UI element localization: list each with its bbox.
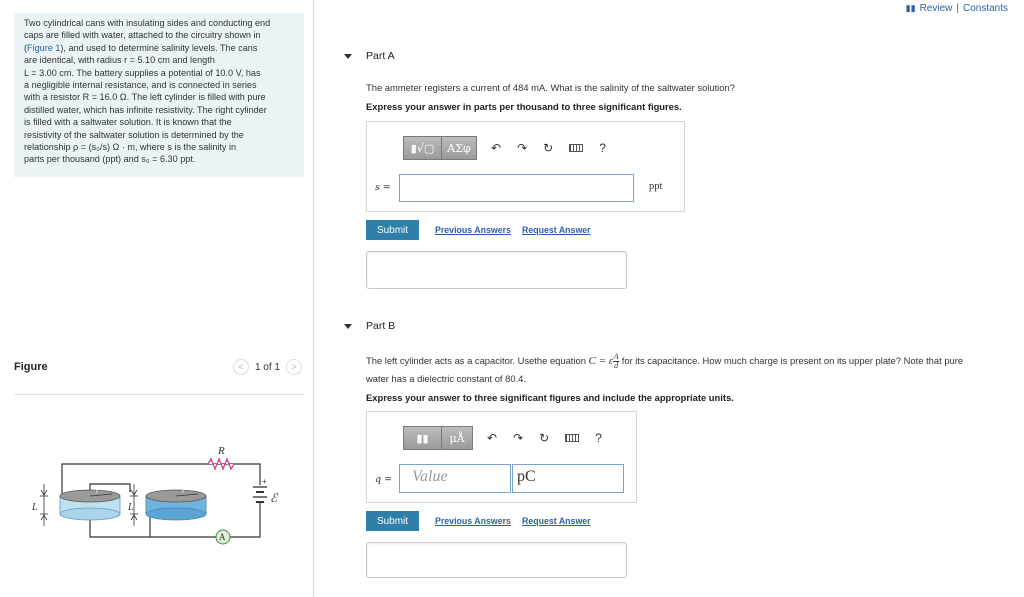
part-a-previous-answers-link[interactable]: Previous Answers: [435, 225, 511, 235]
left-column: [0, 0, 314, 597]
eq-numerator: A: [613, 352, 619, 362]
part-a-submit-button[interactable]: Submit: [366, 220, 419, 240]
help-icon[interactable]: ?: [599, 141, 606, 155]
figure-title: Figure: [14, 361, 48, 373]
resistor-label: R: [218, 445, 225, 457]
part-a-answer-box: [366, 121, 685, 212]
problem-line: [24, 42, 294, 54]
problem-line: resistivity of the saltwater solution is determined by the: [24, 129, 244, 140]
capacitance-eq: C = ε: [588, 355, 614, 367]
part-a-question: The ammeter registers a current of 484 mA. What is the salinity of the saltwater solution?: [366, 82, 735, 93]
part-a-request-answer-link[interactable]: Request Answer: [522, 225, 591, 235]
right-cylinder: [146, 487, 206, 520]
part-b-previous-answers-link[interactable]: Previous Answers: [435, 516, 511, 526]
radius-label: r: [182, 487, 185, 495]
charge-value-input[interactable]: Value: [399, 464, 511, 493]
part-a-feedback-box: [366, 251, 627, 289]
constants-link[interactable]: Constants: [962, 3, 1008, 14]
length-label: L: [128, 502, 134, 513]
charge-unit-input[interactable]: pC: [512, 464, 624, 493]
eq-denominator: d: [614, 361, 619, 371]
problem-line: parts per thousand (ppt) and s₀ = 6.30 ppt.: [24, 154, 196, 165]
reset-icon[interactable]: ↻: [543, 141, 554, 155]
right-wire: [230, 502, 260, 537]
problem-line: with a resistor R = 16.0 Ω. The left cylinder is filled with pure: [24, 92, 266, 103]
length-marker-left: [40, 484, 48, 526]
part-a-header[interactable]: [344, 50, 395, 62]
question-text: for its capacitance. How much charge is present on its upper plate? Note that pure: [619, 355, 964, 366]
problem-statement: [14, 13, 304, 177]
radius-label: r: [96, 487, 99, 495]
undo-icon[interactable]: ↶: [487, 431, 498, 445]
divider: |: [956, 3, 959, 14]
next-figure-button[interactable]: >: [286, 359, 302, 375]
s-label: s =: [375, 182, 391, 193]
problem-line: caps are filled with water, attached to the circuitry shown in: [24, 30, 261, 41]
figure-pager: [233, 359, 302, 375]
part-b-question-line2: water has a dielectric constant of 80.4.: [366, 373, 526, 384]
emf-label: ℰ: [270, 491, 278, 505]
top-bar: [906, 3, 1008, 14]
part-b-question: [366, 352, 963, 370]
figure-page-count: 1 of 1: [254, 361, 280, 373]
length-label: L: [32, 502, 38, 513]
figure-link[interactable]: Figure 1: [27, 42, 61, 53]
battery-plus: +: [262, 477, 267, 486]
problem-text: ), and used to determine salinity levels. The cans: [60, 42, 258, 53]
keyboard-icon[interactable]: [569, 144, 583, 152]
figure-header: [14, 361, 304, 383]
problem-line: L = 3.00 cm. The battery supplies a potential of 10.0 V, has: [24, 67, 261, 78]
templates-button[interactable]: ▮▮: [403, 426, 441, 450]
problem-line: is filled with a saltwater solution. It is known that the: [24, 117, 232, 128]
left-cylinder: [60, 487, 120, 520]
problem-line: are identical, with radius r = 5.10 cm and length: [24, 55, 215, 66]
redo-icon[interactable]: ↷: [517, 141, 528, 155]
figure-divider: [14, 394, 304, 395]
part-b-header[interactable]: [344, 320, 395, 332]
help-icon[interactable]: ?: [595, 431, 602, 445]
reset-icon[interactable]: ↻: [539, 431, 550, 445]
part-b-toolbar: [403, 426, 602, 450]
ammeter-label: A: [219, 532, 226, 542]
problem-line: a negligible internal resistance, and is connected in series: [24, 80, 257, 91]
toolbar-icons: [487, 431, 602, 445]
review-link[interactable]: Review: [919, 3, 953, 14]
collapse-triangle-icon[interactable]: [344, 324, 352, 329]
units-button[interactable]: μÅ: [441, 426, 473, 450]
circuit-diagram: [30, 440, 280, 550]
part-b-answer-box: [366, 411, 637, 503]
prev-figure-button[interactable]: <: [233, 359, 249, 375]
part-a-toolbar: [403, 136, 606, 160]
problem-line: Two cylindrical cans with insulating sides and conducting end: [24, 18, 271, 28]
salinity-input[interactable]: [399, 174, 634, 202]
review-icon: ▮▮: [905, 3, 916, 13]
symbols-button[interactable]: AΣφ: [441, 136, 477, 160]
ppt-unit: ppt: [649, 181, 663, 192]
templates-button[interactable]: ▮√▢: [403, 136, 441, 160]
question-text: The left cylinder acts as a capacitor. Usethe equation: [366, 355, 589, 366]
part-b-instruction: Express your answer to three significant figures and include the appropriate units.: [366, 392, 734, 403]
problem-line: distilled water, which has infinite resistivity. The right cylinder: [24, 104, 267, 115]
part-b-title: Part B: [366, 320, 396, 332]
collapse-triangle-icon[interactable]: [344, 54, 352, 59]
problem-line: relationship ρ = (s₀/s) Ω · m, where s is the salinity in: [24, 142, 237, 153]
toolbar-icons: [491, 141, 606, 155]
part-a-instruction: Express your answer in parts per thousand to three significant figures.: [366, 101, 682, 112]
part-b-request-answer-link[interactable]: Request Answer: [522, 516, 591, 526]
undo-icon[interactable]: ↶: [491, 141, 502, 155]
problem-text: (: [24, 42, 28, 53]
q-label: q =: [375, 474, 393, 485]
part-a-title: Part A: [366, 50, 395, 62]
part-b-submit-button[interactable]: Submit: [366, 511, 419, 531]
part-b-feedback-box: [366, 542, 627, 578]
resistor: [208, 459, 234, 469]
keyboard-icon[interactable]: [565, 434, 579, 442]
redo-icon[interactable]: ↷: [513, 431, 524, 445]
